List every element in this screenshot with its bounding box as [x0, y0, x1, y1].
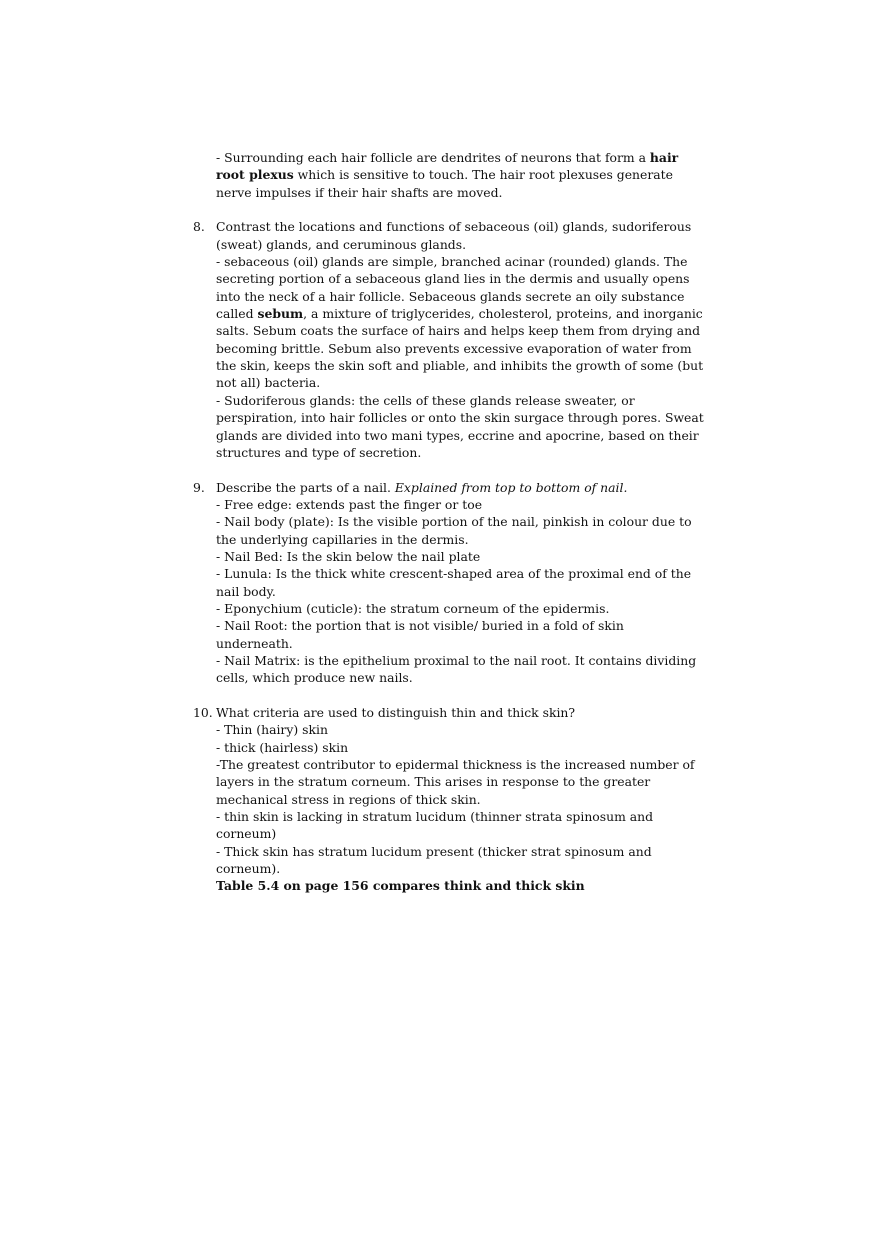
text-line: structures and type of secretion.	[216, 444, 422, 460]
text-line: secreting portion of a sebaceous gland lies in the dermis and usually opens	[216, 271, 690, 287]
text-line: - Nail Bed: Is the skin below the nail plate	[216, 548, 481, 564]
text-line: - Thick skin has stratum lucidum present (thicker strat spinosum and	[216, 843, 652, 859]
text-line: the skin, keeps the skin soft and pliable, and inhibits the growth of some (but	[216, 358, 704, 374]
text-line: - Nail Matrix: is the epithelium proximal to the nail root. It contains dividing	[216, 652, 697, 668]
question-8	[193, 218, 716, 461]
text-line: salts. Sebum coats the surface of hairs and helps keep them from drying and	[216, 323, 701, 339]
bold-term: sebum	[257, 306, 304, 322]
text-line: Contrast the locations and functions of sebaceous (oil) glands, sudoriferous	[216, 219, 692, 235]
question-9	[193, 479, 716, 687]
text-line: corneum).	[216, 861, 281, 877]
text-line: not all) bacteria.	[216, 375, 321, 391]
intro-line-2	[216, 166, 716, 183]
bold-term: root plexus	[216, 167, 294, 183]
question-number: 10.	[193, 705, 213, 720]
text-line: - Nail body (plate): Is the visible portion of the nail, pinkish in colour due to	[216, 514, 692, 530]
text-line: cells, which produce new nails.	[216, 670, 413, 686]
table-reference	[216, 877, 716, 894]
text-line: layers in the stratum corneum. This arises in response to the greater	[216, 774, 651, 790]
bold-note: Table 5.4 on page 156 compares think and thick skin	[216, 878, 585, 894]
text-line: glands are divided into two mani types, eccrine and apocrine, based on their	[216, 427, 699, 443]
question-number: 8.	[193, 219, 205, 235]
text-line: mechanical stress in regions of thick skin.	[216, 791, 481, 807]
text-line: into the neck of a hair follicle. Sebaceous glands secrete an oily substance	[216, 288, 685, 304]
text-line: becoming brittle. Sebum also prevents excessive evaporation of water from	[216, 340, 692, 356]
question-text: Describe the parts of a nail.	[216, 479, 395, 495]
text-line: - Nail Root: the portion that is not visible/ buried in a fold of skin	[216, 618, 624, 634]
text-line: What criteria are used to distinguish thin and thick skin?	[216, 705, 576, 720]
text-line: the underlying capillaries in the dermis.	[216, 531, 469, 547]
bold-term: hair	[649, 150, 679, 165]
text-line: - thick (hairless) skin	[216, 739, 349, 755]
intro-paragraph	[216, 149, 716, 201]
text-line: - Free edge: extends past the finger or toe	[216, 496, 483, 512]
intro-line-3: nerve impulses if their hair shafts are moved.	[216, 184, 503, 200]
intro-text: which is sensitive to touch. The hair root plexuses generate	[293, 167, 673, 183]
text-line: -The greatest contributor to epidermal thickness is the increased number of	[216, 757, 695, 773]
text-line: - thin skin is lacking in stratum lucidum (thinner strata spinosum and	[216, 809, 654, 825]
question-number: 9.	[193, 479, 205, 495]
text-line: - sebaceous (oil) glands are simple, branched acinar (rounded) glands. The	[216, 254, 688, 270]
text-line: nail body.	[216, 583, 276, 599]
text-line: underneath.	[216, 635, 293, 651]
question-10	[193, 704, 716, 895]
intro-text: - Surrounding each hair follicle are dendrites of neurons that form a	[216, 150, 650, 165]
text-span: called	[216, 306, 258, 322]
text-line: - Thin (hairy) skin	[216, 722, 328, 738]
text-line	[216, 305, 716, 322]
text-line: - Eponychium (cuticle): the stratum corneum of the epidermis.	[216, 600, 610, 616]
text-line: - Lunula: Is the thick white crescent-shaped area of the proximal end of the	[216, 566, 692, 582]
text-line: perspiration, into hair follicles or onto the skin surgace through pores. Sweat	[216, 410, 704, 426]
text-line	[216, 479, 716, 496]
italic-note: Explained from top to bottom of nail.	[394, 479, 628, 495]
page-content	[193, 149, 716, 895]
text-span: , a mixture of triglycerides, cholesterol, proteins, and inorganic	[303, 306, 703, 322]
text-line: (sweat) glands, and ceruminous glands.	[216, 236, 467, 252]
text-line: corneum)	[216, 826, 277, 842]
text-line: - Sudoriferous glands: the cells of these glands release sweater, or	[216, 392, 635, 408]
intro-line-1	[216, 149, 716, 166]
